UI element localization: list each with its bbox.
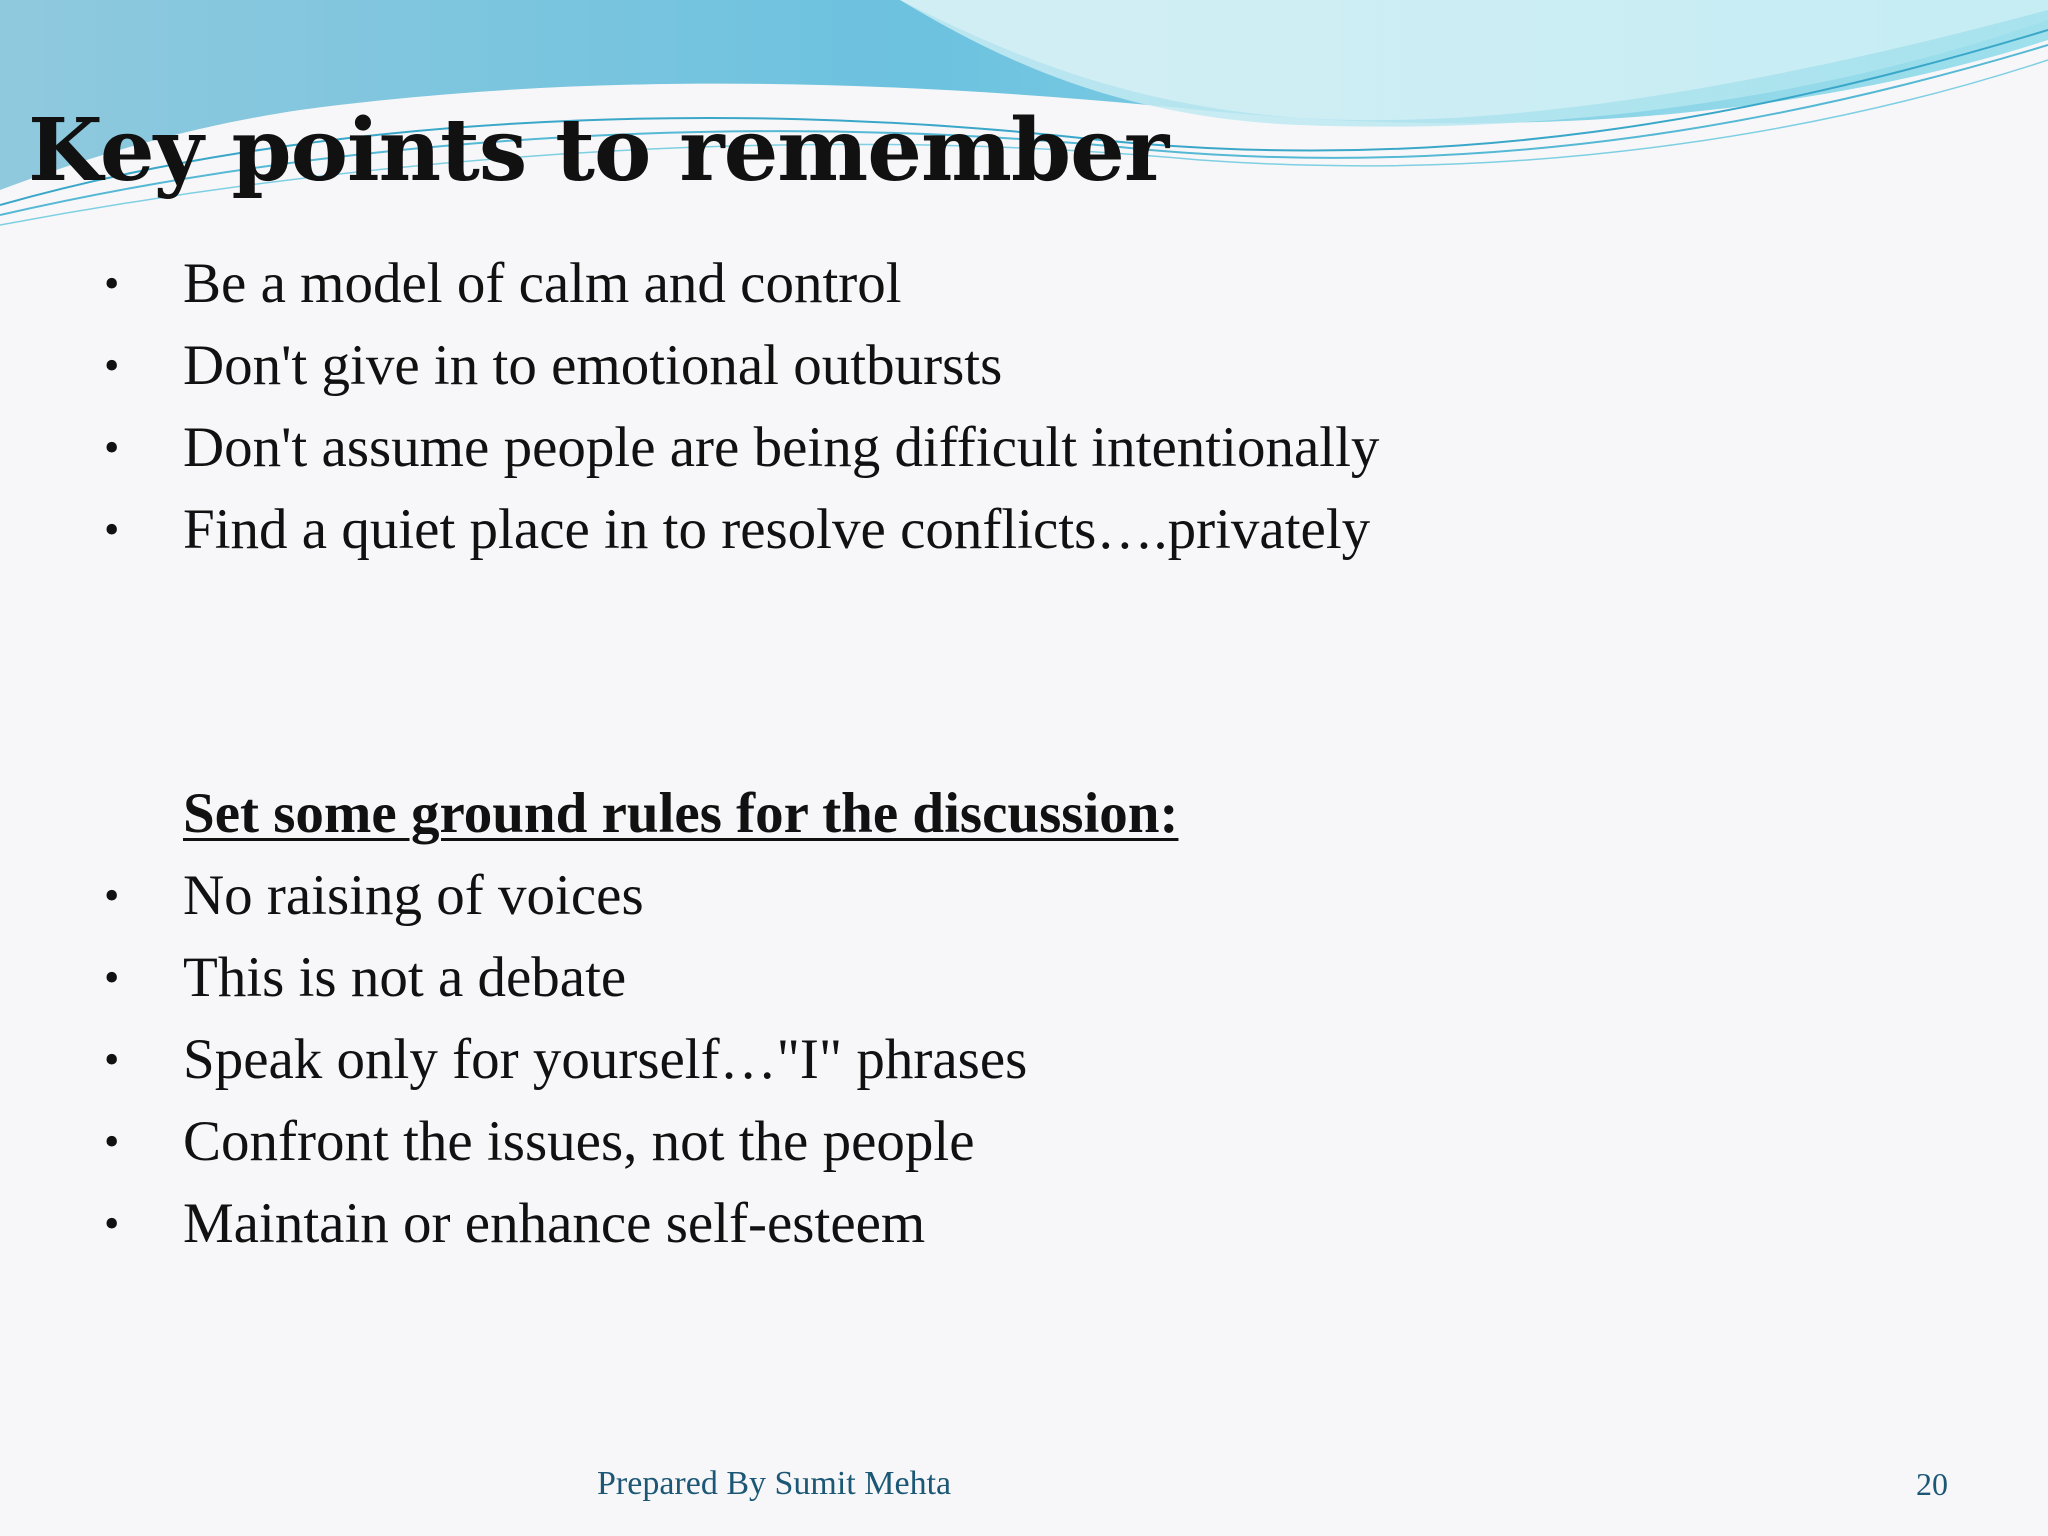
- list-item-text: Don't assume people are being difficult intentionally: [183, 416, 1380, 479]
- list-item-text: Maintain or enhance self-esteem: [183, 1192, 926, 1255]
- list-item-text: Be a model of calm and control: [183, 252, 902, 315]
- bullet-icon: •: [104, 505, 120, 554]
- ground-rules-heading: Set some ground rules for the discussion:: [183, 782, 1179, 845]
- bullet-icon: •: [104, 1199, 120, 1248]
- bullet-icon: •: [104, 259, 120, 308]
- list-item-text: Find a quiet place in to resolve conflicts….privately: [183, 498, 1371, 561]
- bullet-icon: •: [104, 423, 120, 472]
- list-item-text: Don't give in to emotional outbursts: [183, 334, 1003, 397]
- bullet-icon: •: [104, 871, 120, 920]
- bullet-icon: •: [104, 953, 120, 1002]
- list-item-text: No raising of voices: [183, 864, 644, 927]
- page-number: 20: [1916, 1466, 1948, 1502]
- bullet-icon: •: [104, 1035, 120, 1084]
- slide-title: Key points to remember: [28, 100, 1169, 201]
- footer-author: Prepared By Sumit Mehta: [597, 1465, 952, 1502]
- bullet-icon: •: [104, 1117, 120, 1166]
- bullet-icon: •: [104, 341, 120, 390]
- list-item-text: Speak only for yourself…"I" phrases: [183, 1028, 1028, 1091]
- list-item-text: Confront the issues, not the people: [183, 1110, 975, 1173]
- list-item-text: This is not a debate: [183, 946, 627, 1009]
